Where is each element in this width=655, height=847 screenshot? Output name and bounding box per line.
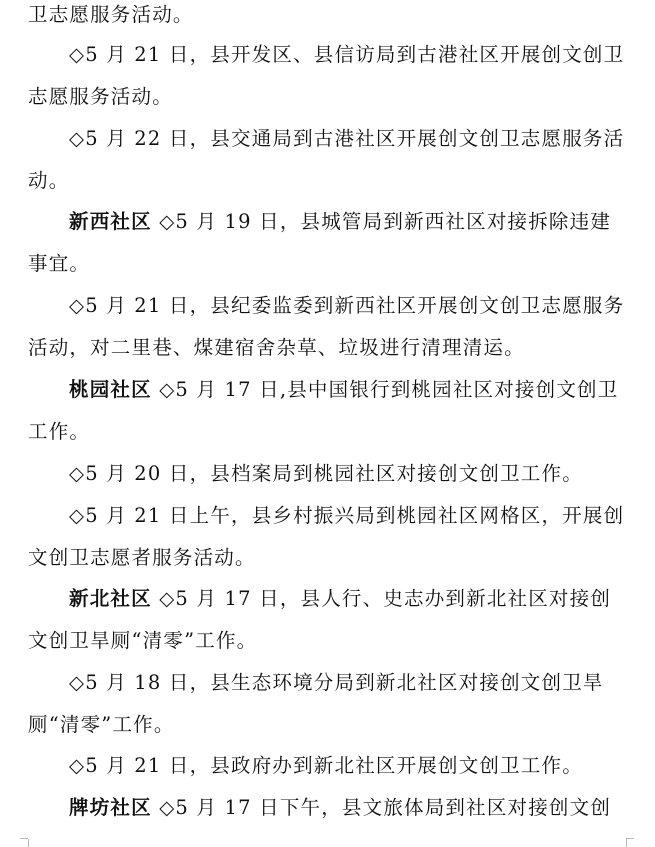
paragraph-text: ◇5 月 18 日，县生态环境分局到新北社区对接创文创卫旱厕“清零”工作。 bbox=[28, 671, 604, 736]
paragraph-gugang-0522 bbox=[28, 118, 628, 202]
community-heading: 桃园社区 bbox=[69, 378, 152, 401]
crop-mark-left-horizontal bbox=[20, 838, 28, 839]
paragraph-xinbei-0521 bbox=[28, 745, 628, 787]
paragraph-taoyuan-0520 bbox=[28, 453, 628, 495]
paragraph-xinxi-0519 bbox=[28, 201, 628, 285]
community-heading: 新西社区 bbox=[69, 210, 152, 233]
community-heading: 新北社区 bbox=[69, 587, 152, 610]
paragraph-taoyuan-0517 bbox=[28, 369, 628, 453]
crop-mark-right-horizontal bbox=[626, 838, 634, 839]
paragraph-gugang-0521 bbox=[28, 34, 628, 118]
crop-mark-right bbox=[626, 839, 627, 847]
community-heading: 牌坊社区 bbox=[69, 796, 152, 819]
paragraph-xinxi-0521 bbox=[28, 285, 628, 369]
paragraph-text: ◇5 月 21 日，县纪委监委到新西社区开展创文创卫志愿服务活动，对二里巷、煤建宿舍杂草、垃圾进行清理清运。 bbox=[28, 294, 625, 359]
paragraph-text: ◇5 月 17 日,县中国银行到桃园社区对接创文创卫工作。 bbox=[28, 378, 619, 443]
paragraph-taoyuan-0521 bbox=[28, 495, 628, 579]
paragraph-text: ◇5 月 21 日，县政府办到新北社区开展创文创卫工作。 bbox=[69, 754, 583, 777]
crop-mark-left bbox=[28, 839, 29, 847]
paragraph-text: ◇5 月 21 日上午，县乡村振兴局到桃园社区网格区，开展创文创卫志愿者服务活动。 bbox=[28, 504, 625, 569]
paragraph-text: ◇5 月 20 日，县档案局到桃园社区对接创文创卫工作。 bbox=[69, 462, 583, 485]
paragraph-xinbei-0517 bbox=[28, 578, 628, 662]
paragraph-text: ◇5 月 17 日下午，县文旅体局到社区对接创文创 bbox=[159, 796, 612, 819]
paragraph-text: 卫志愿服务活动。 bbox=[28, 3, 194, 26]
paragraph-text: ◇5 月 17 日，县人行、史志办到新北社区对接创文创卫旱厕“清零”工作。 bbox=[28, 587, 612, 652]
paragraph-text: ◇5 月 21 日，县开发区、县信访局到古港社区开展创文创卫志愿服务活动。 bbox=[28, 43, 625, 108]
paragraph-paifang-0517 bbox=[28, 787, 628, 829]
paragraph-text: ◇5 月 22 日，县交通局到古港社区开展创文创卫志愿服务活动。 bbox=[28, 127, 625, 192]
paragraph-text: ◇5 月 19 日，县城管局到新西社区对接拆除违建事宜。 bbox=[28, 210, 612, 275]
paragraph-continuation bbox=[28, 0, 628, 36]
paragraph-xinbei-0518 bbox=[28, 662, 628, 746]
